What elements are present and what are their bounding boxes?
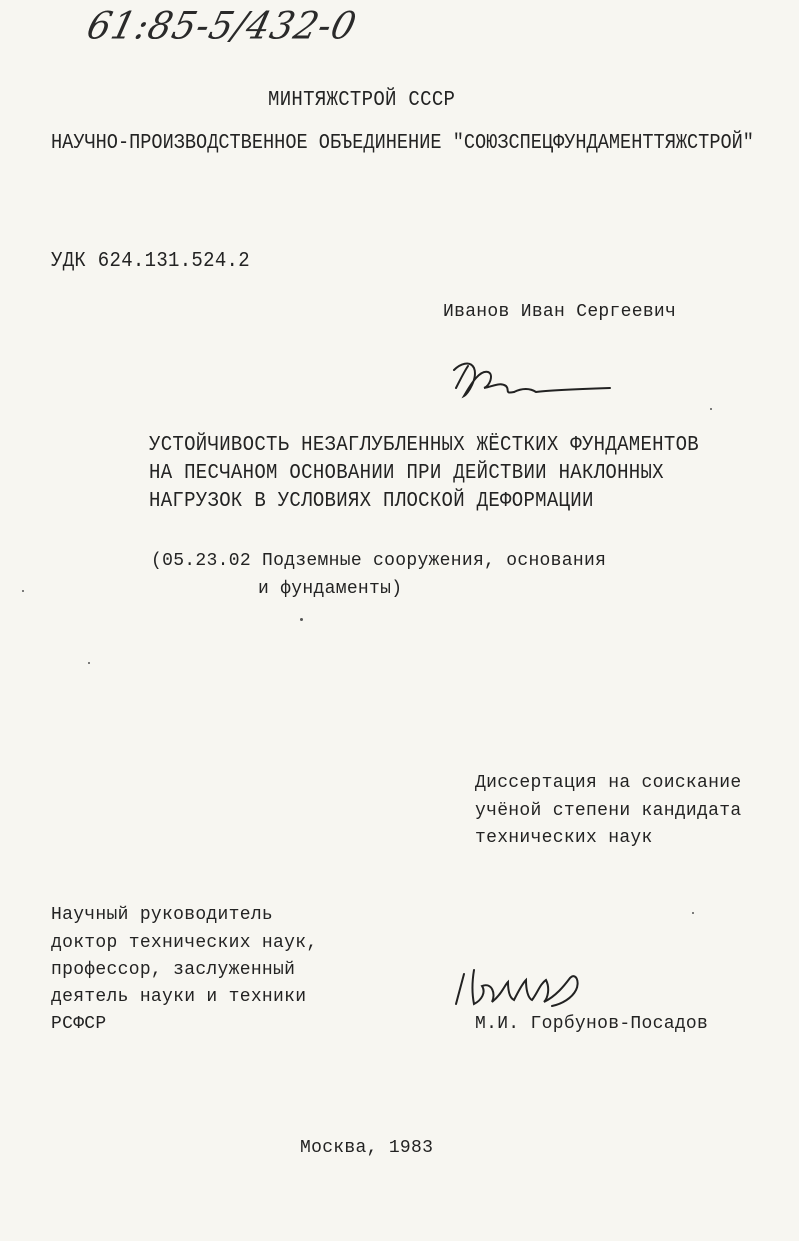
supervisor-signature <box>452 964 592 1012</box>
scan-speck <box>300 618 303 621</box>
dissertation-title-line-1: УСТОЙЧИВОСТЬ НЕЗАГЛУБЛЕННЫХ ЖЁСТКИХ ФУНДАМЕНТОВ <box>149 432 699 457</box>
specialty-line-1: (05.23.02 Подземные сооружения, основания <box>151 551 607 571</box>
supervisor-name: М.И. Горбунов-Посадов <box>475 1014 709 1034</box>
scan-speck <box>692 912 694 914</box>
degree-line-1: Диссертация на соискание <box>475 773 742 793</box>
organization-heading: НАУЧНО-ПРОИЗВОДСТВЕННОЕ ОБЪЕДИНЕНИЕ "СОЮЗСПЕЦФУНДАМЕНТТЯЖСТРОЙ" <box>51 131 754 155</box>
supervisor-line-4: деятель науки и техники <box>51 987 307 1007</box>
archive-mark: 61:85-5/432-0 <box>82 4 362 49</box>
place-and-year: Москва, 1983 <box>300 1138 434 1158</box>
ministry-heading: МИНТЯЖСТРОЙ СССР <box>268 87 456 112</box>
dissertation-title-line-3: НАГРУЗОК В УСЛОВИЯХ ПЛОСКОЙ ДЕФОРМАЦИИ <box>149 488 594 513</box>
udc-code: УДК 624.131.524.2 <box>51 248 250 273</box>
degree-line-3: технических наук <box>475 828 653 848</box>
dissertation-title-line-2: НА ПЕСЧАНОМ ОСНОВАНИИ ПРИ ДЕЙСТВИИ НАКЛОННЫХ <box>149 460 664 485</box>
scan-speck <box>710 408 712 410</box>
supervisor-line-1: Научный руководитель <box>51 905 274 925</box>
scan-speck <box>22 590 24 592</box>
author-name: Иванов Иван Сергеевич <box>443 302 677 322</box>
scan-speck <box>88 662 90 664</box>
supervisor-line-5: РСФСР <box>51 1014 107 1034</box>
author-signature <box>450 352 620 402</box>
supervisor-line-2: доктор технических наук, <box>51 933 318 953</box>
supervisor-line-3: профессор, заслуженный <box>51 960 296 980</box>
degree-line-2: учёной степени кандидата <box>475 801 742 821</box>
specialty-line-2: и фундаменты) <box>258 579 403 599</box>
